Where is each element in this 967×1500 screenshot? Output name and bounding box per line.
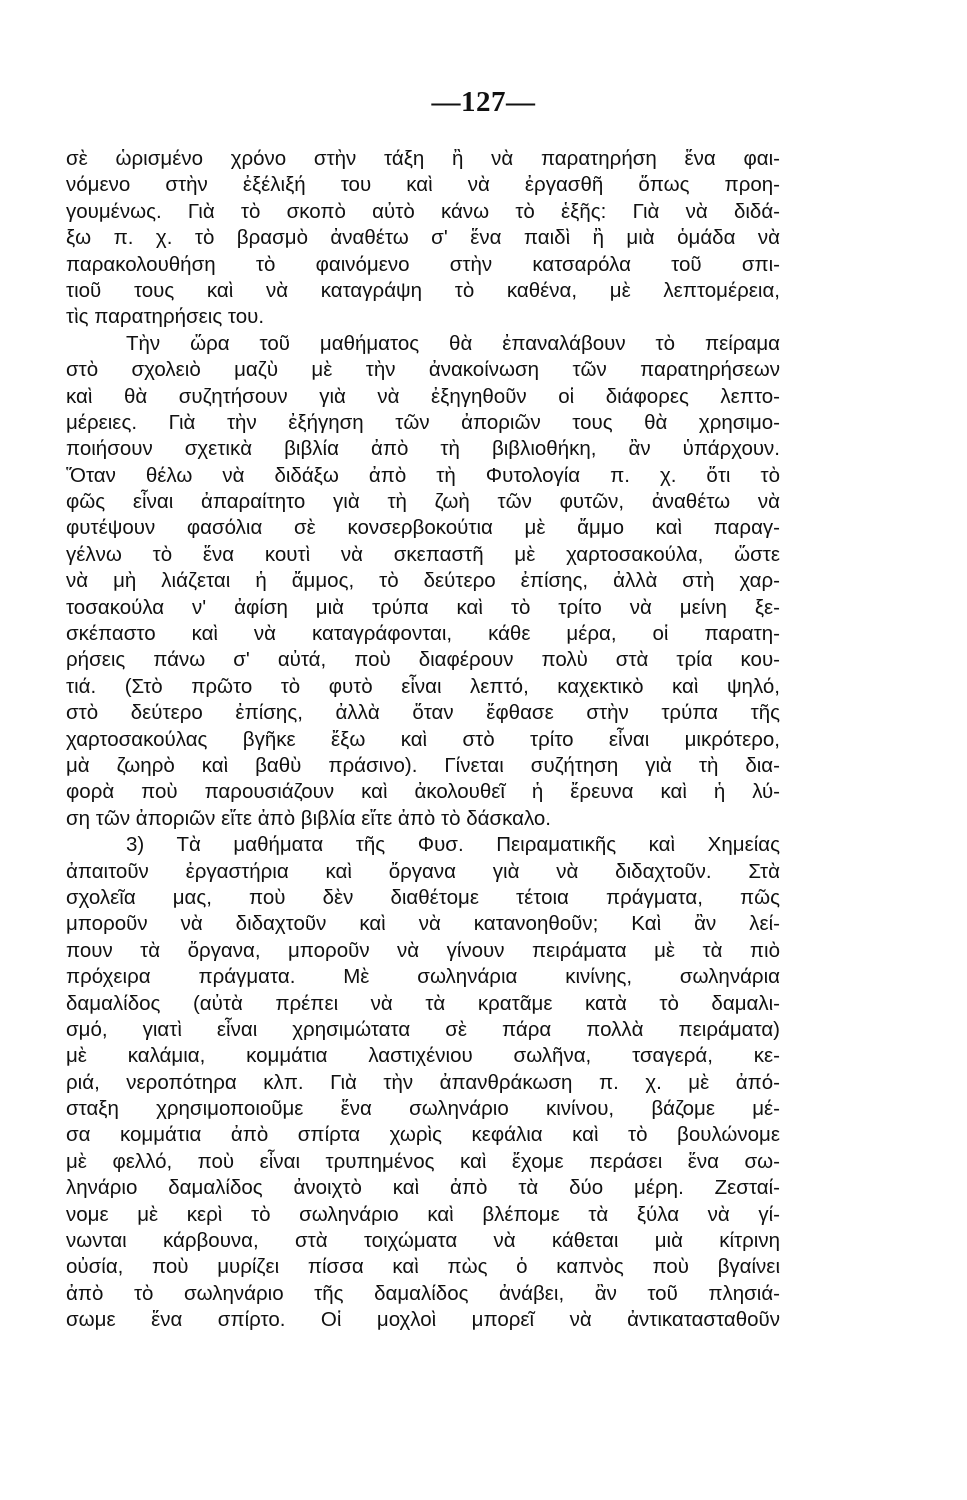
text-line: δαμαλίδος (αὐτὰ πρέπει νὰ τὰ κρατᾶμε κατὰ τὸ δαμαλι-	[66, 991, 780, 1015]
text-line: σωμε ἕνα σπίρτο. Οἱ μοχλοὶ μπορεῖ νὰ ἀντικατασταθοῦν	[66, 1308, 780, 1332]
text-line: σχολεῖα μας, ποὺ δὲν διαθέτομε τέτοια πράγματα, πῶς	[66, 885, 780, 909]
text-line: χαρτοσακούλας βγῆκε ἔξω καὶ στὸ τρίτο εἶναι μικρότερο,	[66, 727, 780, 751]
text-line: σκέπαστο καὶ νὰ καταγράφονται, κάθε μέρα, οἱ παρατη-	[66, 622, 780, 646]
text-line: ἀπὸ τὸ σωληνάριο τῆς δαμαλίδος ἀνάβει, ἂν τοῦ πλησιά-	[66, 1281, 780, 1305]
text-line: σταξη χρησιμοποιοῦμε ἕνα σωληνάριο κινίνου, βάζομε μέ-	[66, 1097, 780, 1121]
text-line: νομε μὲ κερὶ τὸ σωληνάριο καὶ βλέπομε τὰ ξύλα νὰ γί-	[66, 1202, 780, 1226]
text-line: ξω π. χ. τὸ βρασμὸ ἀναθέτω σ' ἕνα παιδὶ ἢ μιὰ ὁμάδα νὰ	[66, 226, 780, 250]
text-line: νὰ μὴ λιάζεται ἡ ἄμμος, τὸ δεύτερο ἐπίσης, ἀλλὰ στὴ χαρ-	[66, 569, 780, 593]
text-line: τιά. (Στὸ πρῶτο τὸ φυτὸ εἶναι λεπτό, καχεκτικὸ καὶ ψηλό,	[66, 674, 780, 698]
page-number: —127—	[431, 86, 536, 118]
text-line: γέλνω τὸ ἕνα κουτὶ νὰ σκεπαστῆ μὲ χαρτοσακούλα, ὥστε	[66, 542, 780, 566]
text-line: σμό, γιατὶ εἶναι χρησιμώτατα σὲ πάρα πολλὰ πειράματα)	[66, 1017, 780, 1041]
text-line: γουμένως. Γιὰ τὸ σκοπὸ αὐτὸ κάνω τὸ ἑξῆς: Γιὰ νὰ διδά-	[66, 199, 780, 223]
text-line: ἀπαιτοῦν ἐργαστήρια καὶ ὄργανα γιὰ νὰ διδαχτοῦν. Στὰ	[66, 859, 780, 883]
text-line: μὲ φελλό, ποὺ εἶναι τρυπημένος καὶ ἔχομε περάσει ἕνα σω-	[66, 1149, 780, 1173]
text-line: μὲ καλάμια, κομμάτια λαστιχένιου σωλῆνα, τσαγερά, κε-	[66, 1044, 780, 1068]
text-line: καὶ θὰ συζητήσουν γιὰ νὰ ἐξηγηθοῦν οἱ διάφορες λεπτο-	[66, 384, 780, 408]
text-line: νόμενο στὴν ἐξέλιξή του καὶ νὰ ἐργασθῆ ὅπως προη-	[66, 173, 780, 197]
text-line: Τὴν ὥρα τοῦ μαθήματος θὰ ἐπαναλάβουν τὸ πείραμα	[126, 331, 780, 355]
text-line: ληνάριο δαμαλίδος ἀνοιχτὸ καὶ ἀπὸ τὰ δύο μέρη. Ζεσταί-	[66, 1176, 780, 1200]
text-line: τοσακούλα ν' ἀφίση μιὰ τρύπα καὶ τὸ τρίτο νὰ μείνη ξε-	[66, 595, 780, 619]
text-line: πουν τὰ ὄργανα, μποροῦν νὰ γίνουν πειράματα μὲ τὰ πιὸ	[66, 938, 780, 962]
text-line: μέρειες. Γιὰ τὴν ἐξήγηση τῶν ἀποριῶν τους θὰ χρησιμο-	[66, 410, 780, 434]
text-line: νωνται κάρβουνα, στὰ τοιχώματα νὰ κάθεται μιὰ κίτρινη	[66, 1229, 780, 1253]
text-line: στὸ σχολειὸ μαζὺ μὲ τὴν ἀνακοίνωση τῶν παρατηρήσεων	[66, 358, 780, 382]
text-line: μὰ ζωηρὸ καὶ βαθὺ πράσινο). Γίνεται συζήτηση γιὰ τὴ δια-	[66, 753, 780, 777]
text-line: φυτέψουν φασόλια σὲ κονσερβοκούτια μὲ ἄμμο καὶ παραγ-	[66, 516, 780, 540]
text-line: τιοῦ τους καὶ νὰ καταγράψη τὸ καθένα, μὲ λεπτομέρεια,	[66, 278, 780, 302]
text-line: πρόχειρα πράγματα. Μὲ σωληνάρια κινίνης, σωληνάρια	[66, 965, 780, 989]
text-line: φορὰ ποὺ παρουσιάζουν καὶ ἀκολουθεῖ ἡ ἔρευνα καὶ ἡ λύ-	[66, 780, 780, 804]
body-text	[66, 146, 780, 1334]
text-line: μποροῦν νὰ διδαχτοῦν καὶ νὰ κατανοηθοῦν; Καὶ ἂν λεί-	[66, 912, 780, 936]
text-line: παρακολουθήση τὸ φαινόμενο στὴν κατσαρόλα τοῦ σπι-	[66, 252, 780, 276]
text-line: Ὅταν θέλω νὰ διδάξω ἀπὸ τὴ Φυτολογία π. χ. ὅτι τὸ	[66, 463, 780, 487]
text-line: τὶς παρατηρήσεις του.	[66, 305, 265, 329]
text-line: ποιήσουν σχετικὰ βιβλία ἀπὸ τὴ βιβλιοθήκη, ἂν ὑπάρχουν.	[66, 437, 780, 461]
text-line: φῶς εἶναι ἀπαραίτητο γιὰ τὴ ζωὴ τῶν φυτῶν, ἀναθέτω νὰ	[66, 490, 780, 514]
text-line: ρήσεις πάνω σ' αὐτά, ποὺ διαφέρουν πολὺ στὰ τρία κου-	[66, 648, 780, 672]
text-line: ριά, νεροπότηρα κλπ. Γιὰ τὴν ἀπανθράκωση π. χ. μὲ ἀπό-	[66, 1070, 780, 1094]
text-line: ση τῶν ἀποριῶν εἴτε ἀπὸ βιβλία εἴτε ἀπὸ τὸ δάσκαλο.	[66, 806, 551, 830]
text-line: στὸ δεύτερο ἐπίσης, ἀλλὰ ὅταν ἔφθασε στὴν τρύπα τῆς	[66, 701, 780, 725]
text-line: οὐσία, ποὺ μυρίζει πίσσα καὶ πὼς ὁ καπνὸς ποὺ βγαίνει	[66, 1255, 780, 1279]
text-line: σὲ ὡρισμένο χρόνο στὴν τάξη ἢ νὰ παρατηρήση ἕνα φαι-	[66, 147, 780, 170]
text-line: σα κομμάτια ἀπὸ σπίρτα χωρὶς κεφάλια καὶ τὸ βουλώνομε	[66, 1123, 780, 1147]
text-line: 3) Τὰ μαθήματα τῆς Φυσ. Πειραματικῆς καὶ Χημείας	[126, 833, 780, 857]
